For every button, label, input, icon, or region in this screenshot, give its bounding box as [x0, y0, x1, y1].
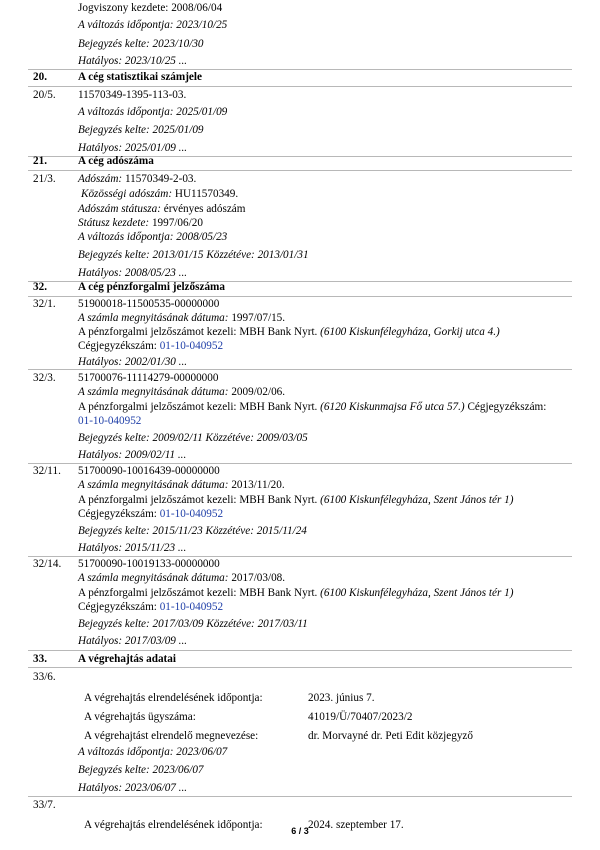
- tax-number-label: Adószám:: [78, 173, 123, 185]
- entry-line: [0, 447, 600, 463]
- company-reg-label: Cégjegyzékszám:: [467, 401, 547, 413]
- section-title: A cég statisztikai számjele: [78, 71, 202, 83]
- company-reg-label: Cégjegyzékszám:: [78, 340, 157, 352]
- registration-date: Bejegyzés kelte: 2023/06/07: [78, 764, 204, 776]
- opened-date: 2009/02/06.: [231, 386, 286, 398]
- effective-date: Hatályos: 2023/10/25 ...: [78, 55, 188, 67]
- field-label: A végrehajtás ügyszáma:: [84, 711, 196, 723]
- bank-name: MBH Bank Nyrt.: [239, 401, 318, 413]
- manager-label: A pénzforgalmi jelzőszámot kezeli:: [78, 401, 237, 413]
- status-start: 1997/06/20: [151, 217, 203, 229]
- bank-address: (6100 Kiskunfélegyháza, Gorkij utca 4.): [320, 326, 500, 338]
- company-reg-label: Cégjegyzékszám:: [78, 601, 157, 613]
- bank-address: (6100 Kiskunfélegyháza, Szent János tér 1): [320, 587, 514, 599]
- entry-line: [0, 0, 600, 16]
- entry-line: [0, 384, 600, 400]
- entry-line: [0, 540, 600, 556]
- enforcement-table-row: [0, 728, 600, 744]
- entry-number: 33/7.: [33, 799, 56, 811]
- entry-line: [0, 762, 600, 778]
- account-number: 51700090-10019133-00000000: [78, 558, 220, 570]
- change-date: A változás időpontja: 2023/10/25: [78, 19, 228, 31]
- community-tax-number: HU11570349.: [174, 188, 239, 200]
- tax-number: 11570349-2-03.: [124, 173, 197, 185]
- opened-date: 2017/03/08.: [231, 572, 286, 584]
- registration-date: Bejegyzés kelte: 2017/03/09: [78, 618, 204, 630]
- entry-line: [0, 338, 600, 354]
- publication-date: Közzétéve: 2013/01/31: [206, 249, 309, 261]
- field-label: A végrehajtás elrendelésének időpontja:: [84, 819, 263, 831]
- change-date: A változás időpontja: 2008/05/23: [78, 231, 228, 243]
- bank-address: (6100 Kiskunfélegyháza, Szent János tér 1): [320, 494, 514, 506]
- entry-number: 32/3.: [33, 372, 56, 384]
- opened-label: A számla megnyitásának dátuma:: [78, 386, 229, 398]
- publication-date: Közzétéve: 2017/03/11: [206, 618, 308, 630]
- entry-line: [0, 413, 600, 429]
- opened-label: A számla megnyitásának dátuma:: [78, 572, 229, 584]
- entry-line: [0, 122, 600, 138]
- effective-date: Hatályos: 2008/05/23 ...: [78, 267, 188, 279]
- entry-number: 33/6.: [33, 671, 56, 683]
- section-heading: [0, 153, 600, 169]
- entry-line: [0, 354, 600, 370]
- entry-line: [0, 171, 600, 187]
- effective-date: Hatályos: 2023/06/07 ...: [78, 782, 188, 794]
- entry-line: [0, 669, 600, 685]
- registration-date: Bejegyzés kelte: 2023/10/30: [78, 38, 204, 50]
- entry-line: [0, 744, 600, 760]
- entry-line: [0, 633, 600, 649]
- registration-date: Bejegyzés kelte: 2015/11/23: [78, 525, 203, 537]
- effective-date: Hatályos: 2017/03/09 ...: [78, 635, 188, 647]
- effective-date: Hatályos: 2025/01/09 ...: [78, 142, 188, 154]
- effective-date: Hatályos: 2015/11/23 ...: [78, 542, 187, 554]
- bank-name: MBH Bank Nyrt.: [239, 587, 318, 599]
- section-heading: [0, 651, 600, 667]
- entry-line: [0, 247, 600, 263]
- entry-number: 32/14.: [33, 558, 62, 570]
- opened-label: A számla megnyitásának dátuma:: [78, 479, 229, 491]
- entry-line: [0, 523, 600, 539]
- section-title: A cég adószáma: [78, 155, 154, 167]
- opened-date: 2013/11/20.: [231, 479, 285, 491]
- manager-label: A pénzforgalmi jelzőszámot kezeli:: [78, 587, 237, 599]
- publication-date: Közzétéve: 2015/11/24: [205, 525, 307, 537]
- entry-line: [0, 570, 600, 586]
- manager-label: A pénzforgalmi jelzőszámot kezeli:: [78, 494, 237, 506]
- registration-date: Bejegyzés kelte: 2025/01/09: [78, 124, 204, 136]
- change-date: A változás időpontja: 2025/01/09: [78, 106, 228, 118]
- manager-label: A pénzforgalmi jelzőszámot kezeli:: [78, 326, 237, 338]
- effective-date: Hatályos: 2002/01/30 ...: [78, 356, 188, 368]
- entry-line: [0, 229, 600, 245]
- opened-label: A számla megnyitásának dátuma:: [78, 312, 229, 324]
- bank-address: (6120 Kiskunmajsa Fő utca 57.): [320, 401, 465, 413]
- statistical-number: 11570349-1395-113-03.: [78, 89, 187, 101]
- entry-line: [0, 616, 600, 632]
- bank-name: MBH Bank Nyrt.: [239, 494, 318, 506]
- relationship-start: Jogviszony kezdete: 2008/06/04: [78, 2, 223, 14]
- company-reg-link[interactable]: 01-10-040952: [159, 340, 224, 352]
- opened-date: 1997/07/15.: [231, 312, 286, 324]
- status-start-label: Státusz kezdete:: [78, 217, 150, 229]
- field-label: A végrehajtást elrendelő megnevezése:: [84, 730, 259, 742]
- company-reg-label: Cégjegyzékszám:: [78, 508, 157, 520]
- section-number: 20.: [33, 71, 47, 83]
- change-date: A változás időpontja: 2023/06/07: [78, 746, 228, 758]
- enforcement-table-row: [0, 690, 600, 706]
- section-number: 33.: [33, 653, 47, 665]
- enforcement-table-row: [0, 709, 600, 725]
- section-title: A cég pénzforgalmi jelzőszáma: [78, 281, 225, 293]
- account-number: 51900018-11500535-00000000: [78, 298, 220, 310]
- account-number: 51700076-11114279-00000000: [78, 372, 219, 384]
- community-tax-label: Közösségi adószám:: [81, 188, 173, 200]
- tax-status-label: Adószám státusza:: [78, 203, 161, 215]
- divider: [28, 667, 572, 668]
- account-number: 51700090-10016439-00000000: [78, 465, 220, 477]
- entry-line: [0, 780, 600, 796]
- field-value: 2023. június 7.: [308, 692, 375, 704]
- entry-number: 32/1.: [33, 298, 56, 310]
- entry-line: [0, 506, 600, 522]
- entry-line: [0, 599, 600, 615]
- entry-number: 32/11.: [33, 465, 61, 477]
- section-number: 21.: [33, 155, 47, 167]
- entry-line: [0, 17, 600, 33]
- tax-status: érvényes adószám: [163, 203, 246, 215]
- publication-date: Közzétéve: 2009/03/05: [205, 432, 308, 444]
- registration-date: Bejegyzés kelte: 2009/02/11: [78, 432, 203, 444]
- bank-name: MBH Bank Nyrt.: [239, 326, 318, 338]
- section-heading: [0, 69, 600, 85]
- entry-line: [0, 104, 600, 120]
- company-reg-link[interactable]: 01-10-040952: [159, 508, 224, 520]
- entry-line: [0, 477, 600, 493]
- page-number: 6 / 3: [291, 826, 309, 836]
- field-value: dr. Morvayné dr. Peti Edit közjegyző: [308, 730, 473, 742]
- section-title: A végrehajtás adatai: [78, 653, 176, 665]
- entry-line: [0, 87, 600, 103]
- entry-line: [0, 430, 600, 446]
- company-reg-link[interactable]: 01-10-040952: [159, 601, 224, 613]
- entry-number: 21/3.: [33, 173, 56, 185]
- section-number: 32.: [33, 281, 47, 293]
- entry-line: [0, 186, 600, 202]
- company-reg-link[interactable]: 01-10-040952: [78, 415, 142, 427]
- entry-line: [0, 36, 600, 52]
- field-value: 41019/Ü/70407/2023/2: [308, 711, 413, 723]
- field-label: A végrehajtás elrendelésének időpontja:: [84, 692, 263, 704]
- entry-number: 20/5.: [33, 89, 56, 101]
- registration-date: Bejegyzés kelte: 2013/01/15: [78, 249, 204, 261]
- entry-line: [0, 797, 600, 813]
- section-heading: [0, 279, 600, 295]
- entry-line: [0, 53, 600, 69]
- field-value: 2024. szeptember 17.: [308, 819, 404, 831]
- effective-date: Hatályos: 2009/02/11 ...: [78, 449, 187, 461]
